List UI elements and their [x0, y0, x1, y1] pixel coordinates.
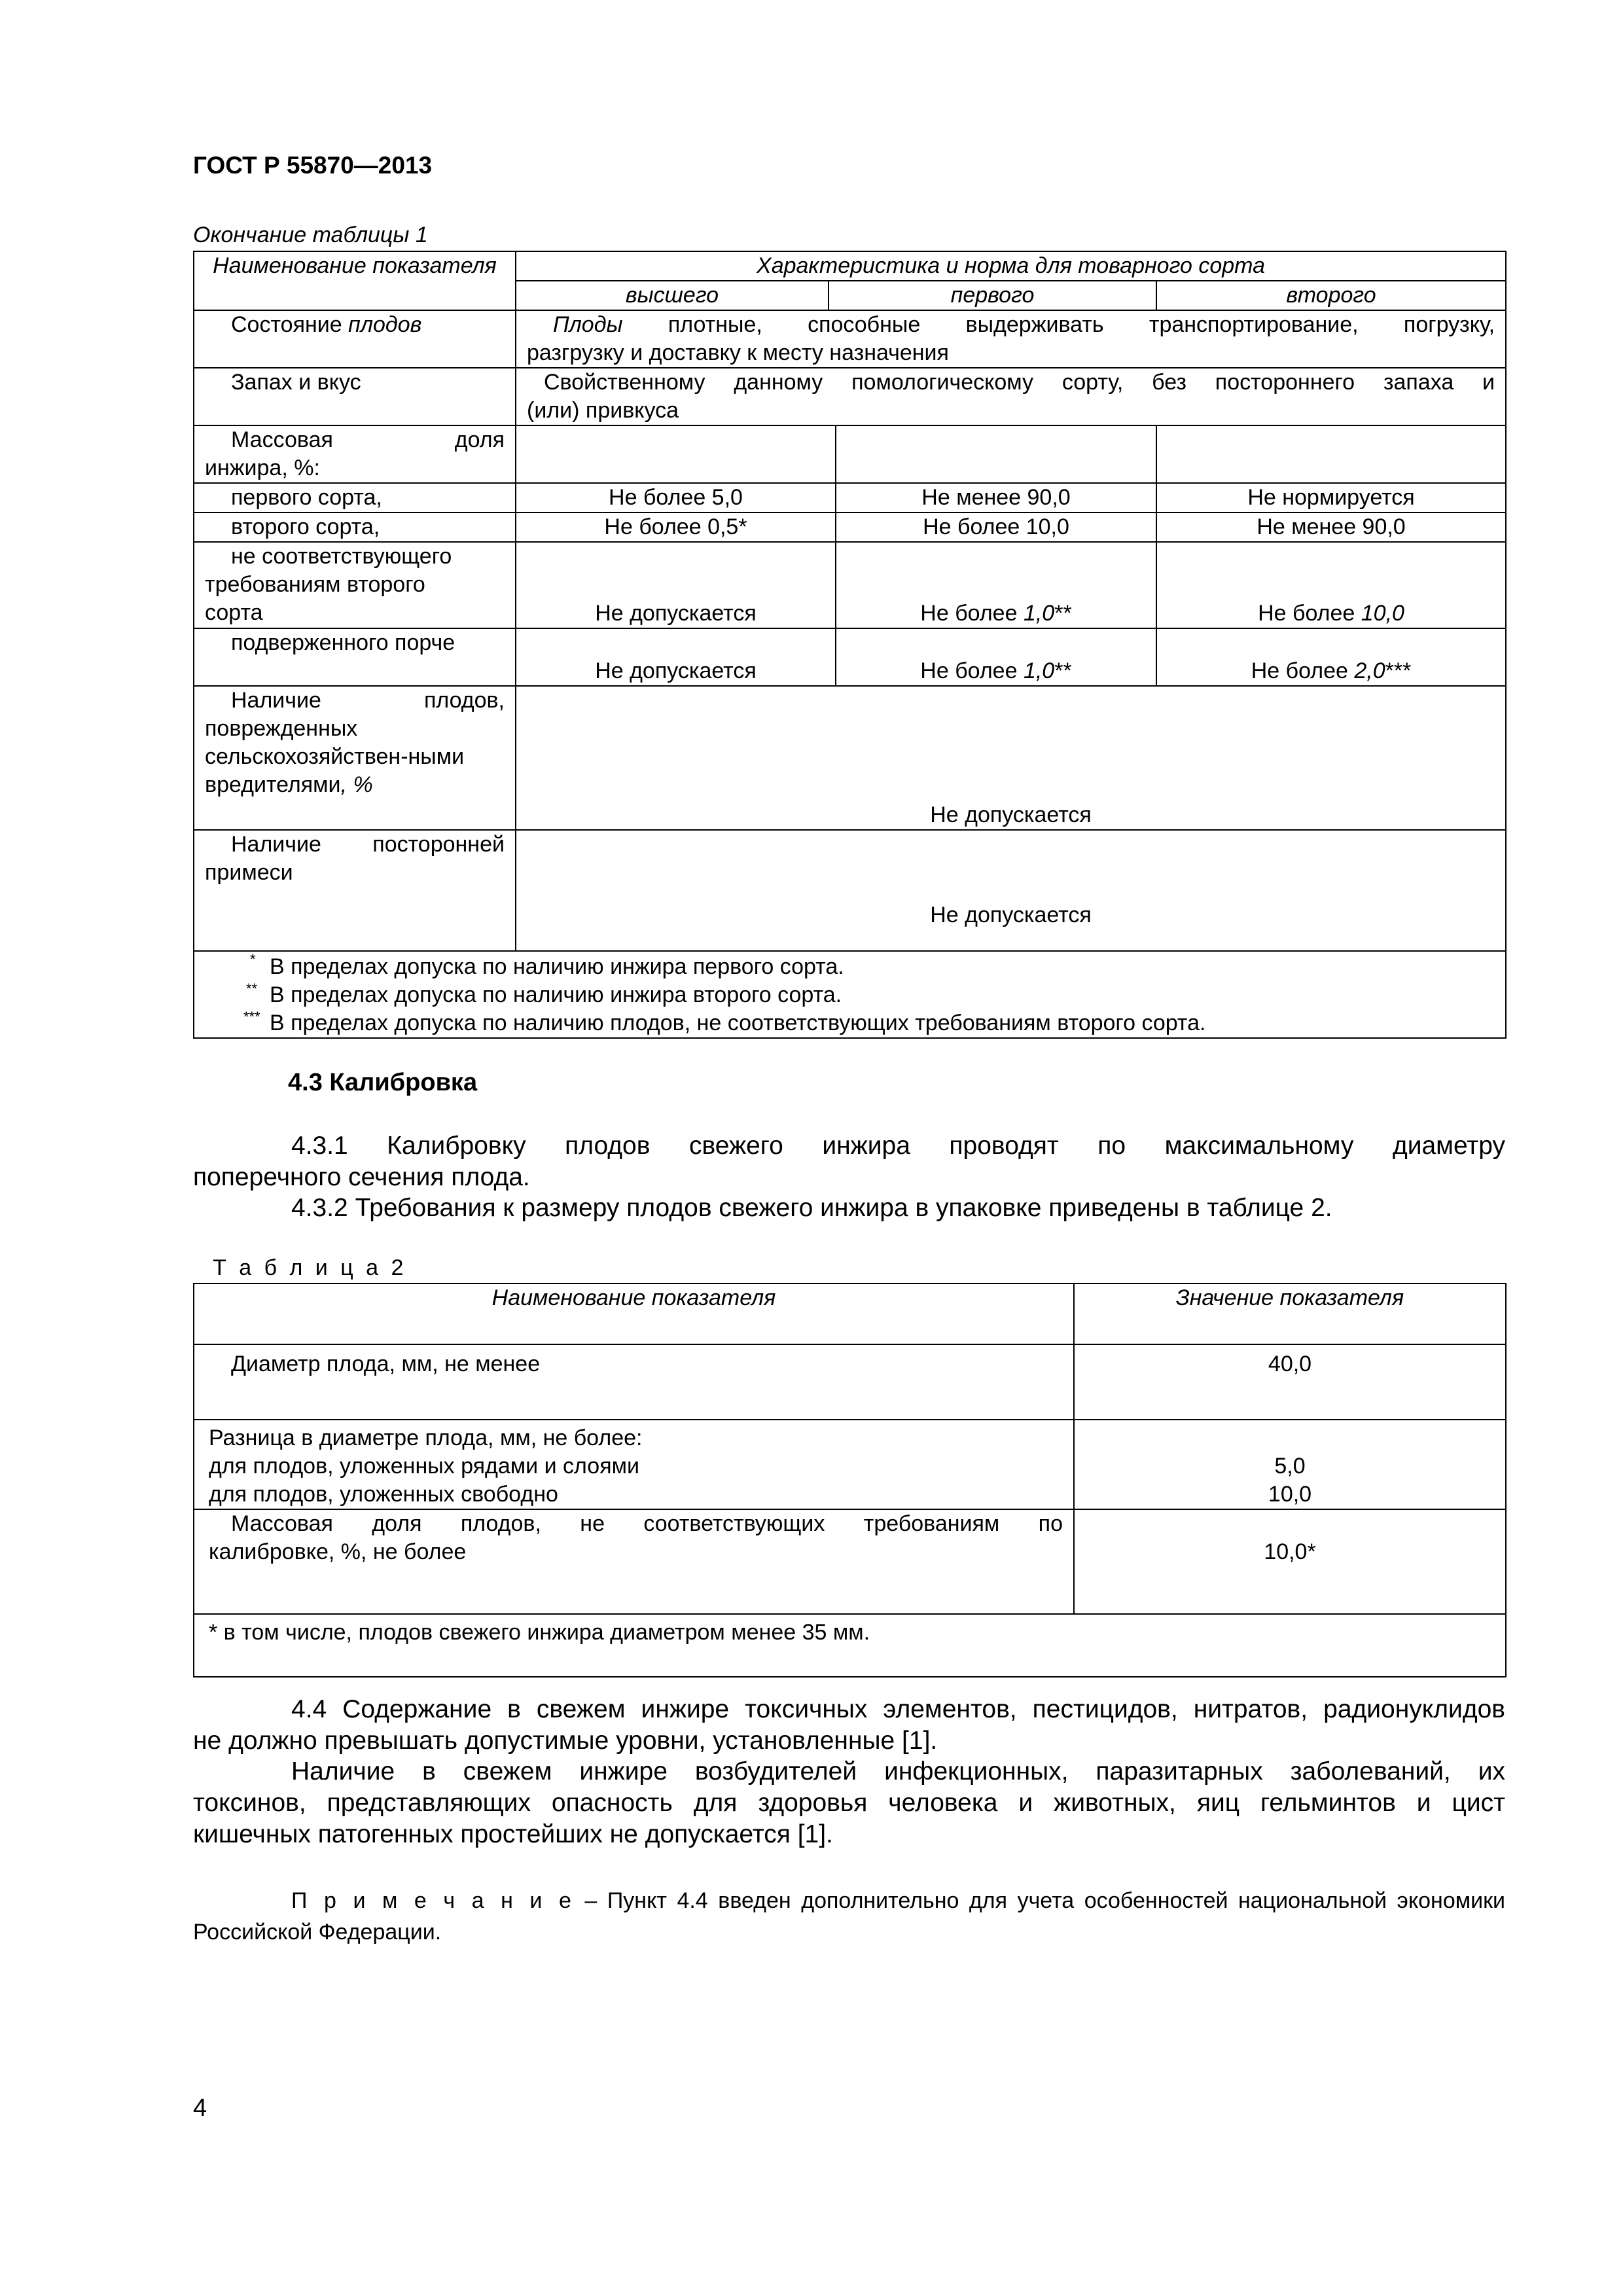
table2-head-param: Наименование показателя [194, 1283, 1074, 1344]
state-label: Состояние плодов [194, 310, 516, 368]
table-row: второго сорта, Не более 0,5* Не более 10,0 Не менее 90,0 [194, 512, 1506, 542]
table-row: Разница в диаметре плода, мм, не более: для плодов, уложенных рядами и слоями для плодов, уложенных свободно 5,0 10,0 [194, 1420, 1506, 1509]
table1 [193, 251, 1507, 1039]
pests-label: Наличие плодов, поврежденных сельскохозяйствен-ными вредителями, % [194, 686, 516, 830]
section-4-3-paragraph-2: 4.3.2 Требования к размеру плодов свежего инжира в упаковке приведены в таблице 2. [291, 1194, 1332, 1222]
table1-head-group: Характеристика и норма для товарного сорта [516, 251, 1506, 281]
table1-head-param: Наименование показателя [194, 251, 516, 310]
table-row [194, 368, 1506, 425]
table-row: первого сорта, Не более 5,0 Не менее 90,0 Не нормируется [194, 483, 1506, 512]
section-4-3-paragraph-1: 4.3.1 Калибровку плодов свежего инжира проводят по максимальному диаметру поперечного сечения плода. [193, 1132, 1505, 1191]
section-4-4-note: П р и м е ч а н и е – Пункт 4.4 введен дополнительно для учета особенностей национальной экономики Российской Федерации. [193, 1888, 1505, 1945]
page-number: 4 [193, 2094, 207, 2122]
nonconform-label: не соответствующего требованиям второго сорта [194, 542, 516, 628]
section-4-4-paragraph-2: Наличие в свежем инжире возбудителей инфекционных, паразитарных заболеваний, их токсинов, представляющих опасность для здоровья человека и животных, яиц гельминтов и цист кишечных патогенных простейших не допускается [1]. [193, 1757, 1505, 1848]
table2-caption: Т а б л и ц а 2 [213, 1255, 407, 1280]
table2-head-value: Значение показателя [1074, 1283, 1506, 1344]
smell-label: Запах и вкус [194, 368, 516, 425]
document-header: ГОСТ Р 55870—2013 [193, 152, 433, 179]
section-4-3-title: 4.3 Калибровка [288, 1069, 478, 1096]
table-row: Наличие посторонней примеси Не допускается [194, 830, 1506, 951]
section-4-4-paragraph-1: 4.4 Содержание в свежем инжире токсичных элементов, пестицидов, нитратов, радионуклидов не должно превышать допустимые уровни, установленные [1]. [193, 1695, 1505, 1755]
table-row: Наличие плодов, поврежденных сельскохозяйствен-ными вредителями, % Не допускается [194, 686, 1506, 830]
smell-value: Свойственному данному помологическому сорту, без постороннего запаха и (или) привкуса [516, 368, 1506, 425]
table-row: подверженного порче Не допускается Не более 1,0** Не более 2,0*** [194, 628, 1506, 686]
mass-share-label: Массовая доля инжира, %: [194, 425, 516, 483]
table-row: Массовая доля плодов, не соответствующих требованиям по калибровке, %, не более 10,0* [194, 1509, 1506, 1614]
table1-head-grade-highest: высшего [516, 281, 829, 310]
impurity-label: Наличие посторонней примеси [194, 830, 516, 951]
table1-caption: Окончание таблицы 1 [193, 223, 428, 247]
table-row [194, 310, 1506, 368]
table-row: не соответствующего требованиям второго сорта Не допускается Не более 1,0** Не более 10,0 [194, 542, 1506, 628]
table1-head-grade-first: первого [829, 281, 1156, 310]
table1-head-grade-second: второго [1156, 281, 1506, 310]
state-value: Плоды плотные, способные выдерживать транспортирование, погрузку, разгрузку и доставку к месту назначения [516, 310, 1506, 368]
table1-footnotes: * В пределах допуска по наличию инжира первого сорта. ** В пределах допуска по наличию инжира второго сорта. *** В пределах допуска по наличию плодов, не соответствующих требованиям второго сорта. [194, 951, 1506, 1038]
table2 [193, 1283, 1507, 1677]
table-row [194, 425, 1506, 483]
table-row: Диаметр плода, мм, не менее 40,0 [194, 1344, 1506, 1420]
table2-footnote: * в том числе, плодов свежего инжира диаметром менее 35 мм. [194, 1614, 1506, 1677]
